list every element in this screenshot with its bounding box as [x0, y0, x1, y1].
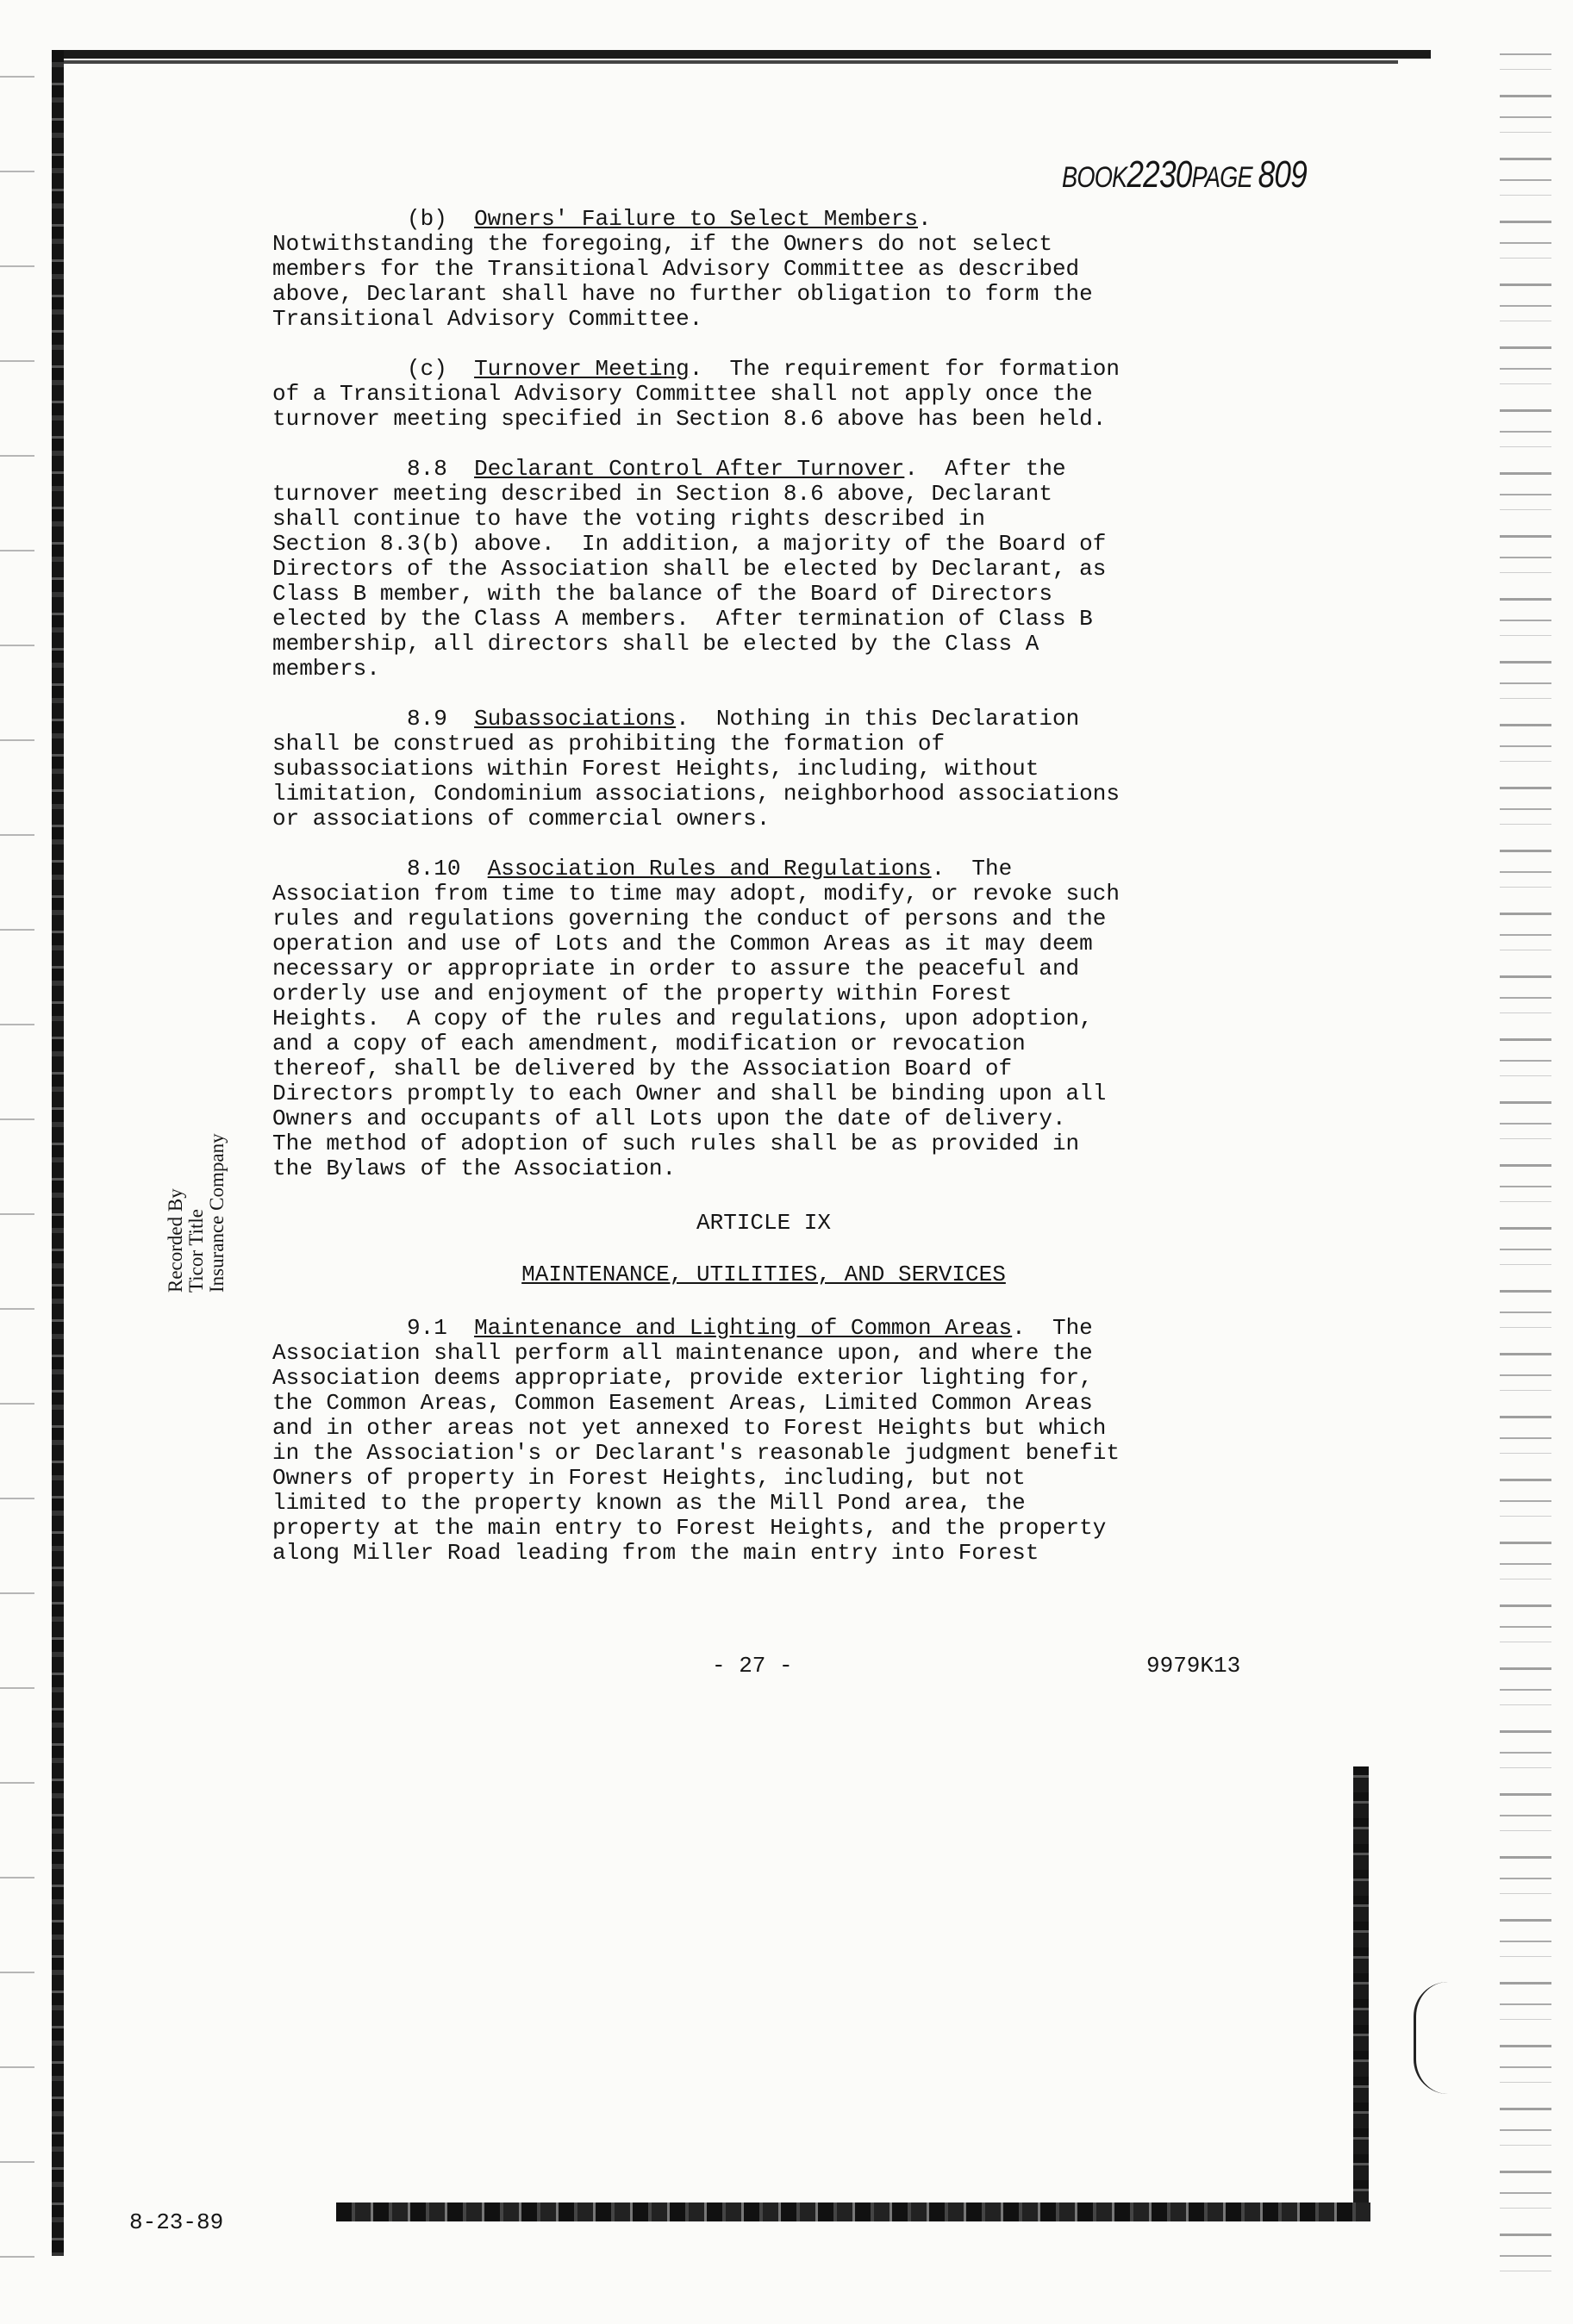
- scan-border-bottom: [336, 2203, 1370, 2221]
- paragraph-line: above, Declarant shall have no further obligation to form the: [272, 281, 1093, 307]
- article-title: ARTICLE IX: [696, 1210, 832, 1236]
- paragraph-number: 8.10: [407, 856, 461, 882]
- paragraph-heading-tail: . Nothing in this Declaration: [676, 706, 1080, 732]
- paragraph-line: Association shall perform all maintenance upon, and where the: [272, 1340, 1093, 1366]
- paragraph-heading-tail: . After the: [904, 456, 1066, 482]
- paragraph-line: Owners and occupants of all Lots upon the date of delivery.: [272, 1106, 1066, 1131]
- stamp-line: Recorded By: [165, 1188, 186, 1293]
- paragraph-c: [272, 357, 1255, 432]
- paragraph-number: 8.9: [407, 706, 447, 732]
- paragraph-line: Notwithstanding the foregoing, if the Owners do not select: [272, 231, 1052, 257]
- paragraph-line: subassociations within Forest Heights, including, without: [272, 756, 1039, 782]
- scan-border-top: [52, 50, 1431, 59]
- paragraph-line: members.: [272, 656, 380, 682]
- stamp-line: Ticor Title: [185, 1209, 207, 1293]
- paragraph-line: and a copy of each amendment, modification or revocation: [272, 1031, 1026, 1056]
- paragraph-line: Association from time to time may adopt, modify, or revoke such: [272, 881, 1120, 907]
- paragraph-heading: Maintenance and Lighting of Common Areas: [474, 1315, 1013, 1341]
- paragraph-line: Transitional Advisory Committee.: [272, 306, 703, 332]
- paragraph-line: Directors promptly to each Owner and shall be binding upon all: [272, 1081, 1107, 1106]
- paragraph-line: Association deems appropriate, provide exterior lighting for,: [272, 1365, 1093, 1391]
- paragraph-b: [272, 207, 1255, 332]
- paragraph-heading: Association Rules and Regulations: [487, 856, 932, 882]
- paragraph-heading-tail: . The: [1012, 1315, 1093, 1341]
- section-9-1: [272, 1316, 1255, 1566]
- section-8-9: [272, 707, 1255, 832]
- paragraph-line: Directors of the Association shall be elected by Declarant, as: [272, 556, 1107, 582]
- book-label: BOOK: [1062, 161, 1127, 194]
- paragraph-line: Section 8.3(b) above. In addition, a majority of the Board of: [272, 531, 1107, 557]
- paragraph-line: property at the main entry to Forest Heights, and the property: [272, 1515, 1107, 1541]
- section-8-10: [272, 857, 1255, 1181]
- paragraph-line: Class B member, with the balance of the Board of Directors: [272, 581, 1052, 607]
- stamp-text: [165, 1077, 228, 1293]
- paragraph-number: (b): [407, 206, 447, 232]
- paragraph-heading-tail: . The: [931, 856, 1013, 882]
- paragraph-line: the Common Areas, Common Easement Areas, Limited Common Areas: [272, 1390, 1093, 1416]
- crop-mark: [1414, 1982, 1451, 2094]
- recorder-stamp: [165, 1077, 243, 1293]
- paragraph-line: of a Transitional Advisory Committee shall not apply once the: [272, 381, 1093, 407]
- paragraph-line: or associations of commercial owners.: [272, 806, 771, 832]
- date-stamp: 8-23-89: [129, 2209, 224, 2235]
- paragraph-line: in the Association's or Declarant's reasonable judgment benefit: [272, 1440, 1120, 1466]
- book-number: 2230: [1127, 153, 1192, 196]
- scan-border-top-inner: [53, 60, 1398, 64]
- paragraph-line: the Bylaws of the Association.: [272, 1156, 677, 1181]
- page-number: 809: [1258, 153, 1307, 196]
- paragraph-line: membership, all directors shall be elected by the Class A: [272, 631, 1039, 657]
- paragraph-line: thereof, shall be delivered by the Association Board of: [272, 1056, 1013, 1081]
- section-8-8: [272, 457, 1255, 682]
- paragraph-heading: Turnover Meeting: [474, 356, 690, 382]
- paragraph-line: orderly use and enjoyment of the property within Forest: [272, 981, 1013, 1006]
- paragraph-line: limitation, Condominium associations, neighborhood associations: [272, 781, 1120, 807]
- paragraph-heading-tail: .: [917, 206, 932, 232]
- paragraph-line: shall be construed as prohibiting the formation of: [272, 731, 946, 757]
- scan-margin-right: [1500, 34, 1551, 2292]
- page-label: PAGE: [1191, 161, 1252, 194]
- paragraph-heading: Owners' Failure to Select Members: [474, 206, 918, 232]
- paragraph-line: limited to the property known as the Mill Pond area, the: [272, 1490, 1026, 1516]
- paragraph-line: turnover meeting described in Section 8.6 above, Declarant: [272, 481, 1052, 507]
- paragraph-line: The method of adoption of such rules shall be as provided in: [272, 1131, 1080, 1156]
- document-code: 9979K13: [1146, 1653, 1241, 1679]
- paragraph-number: 8.8: [407, 456, 447, 482]
- paragraph-line: shall continue to have the voting rights described in: [272, 506, 985, 532]
- paragraph-line: along Miller Road leading from the main entry into Forest: [272, 1540, 1039, 1566]
- paragraph-line: necessary or appropriate in order to assure the peaceful and: [272, 956, 1080, 981]
- article-subtitle-wrap: [272, 1262, 1255, 1287]
- paragraph-line: rules and regulations governing the conduct of persons and the: [272, 906, 1107, 931]
- paragraph-line: operation and use of Lots and the Common Areas as it may deem: [272, 931, 1093, 956]
- paragraph-line: elected by the Class A members. After termination of Class B: [272, 606, 1093, 632]
- scan-border-left: [52, 50, 64, 2256]
- stamp-line: Insurance Company: [206, 1133, 228, 1293]
- paragraph-heading: Subassociations: [474, 706, 677, 732]
- book-page-stamp: [1062, 153, 1307, 196]
- scan-margin-left: [0, 34, 34, 2292]
- page-number-footer: - 27 -: [712, 1653, 793, 1679]
- article-subtitle: MAINTENANCE, UTILITIES, AND SERVICES: [521, 1262, 1006, 1287]
- paragraph-line: members for the Transitional Advisory Committee as described: [272, 256, 1080, 282]
- paragraph-line: Owners of property in Forest Heights, including, but not: [272, 1465, 1026, 1491]
- paragraph-heading-tail: . The requirement for formation: [689, 356, 1120, 382]
- paragraph-line: and in other areas not yet annexed to Forest Heights but which: [272, 1415, 1107, 1441]
- paragraph-line: turnover meeting specified in Section 8.6 above has been held.: [272, 406, 1107, 432]
- scan-border-right: [1353, 1766, 1369, 2215]
- paragraph-number: 9.1: [407, 1315, 447, 1341]
- paragraph-number: (c): [407, 356, 447, 382]
- paragraph-line: Heights. A copy of the rules and regulations, upon adoption,: [272, 1006, 1093, 1031]
- paragraph-heading: Declarant Control After Turnover: [474, 456, 905, 482]
